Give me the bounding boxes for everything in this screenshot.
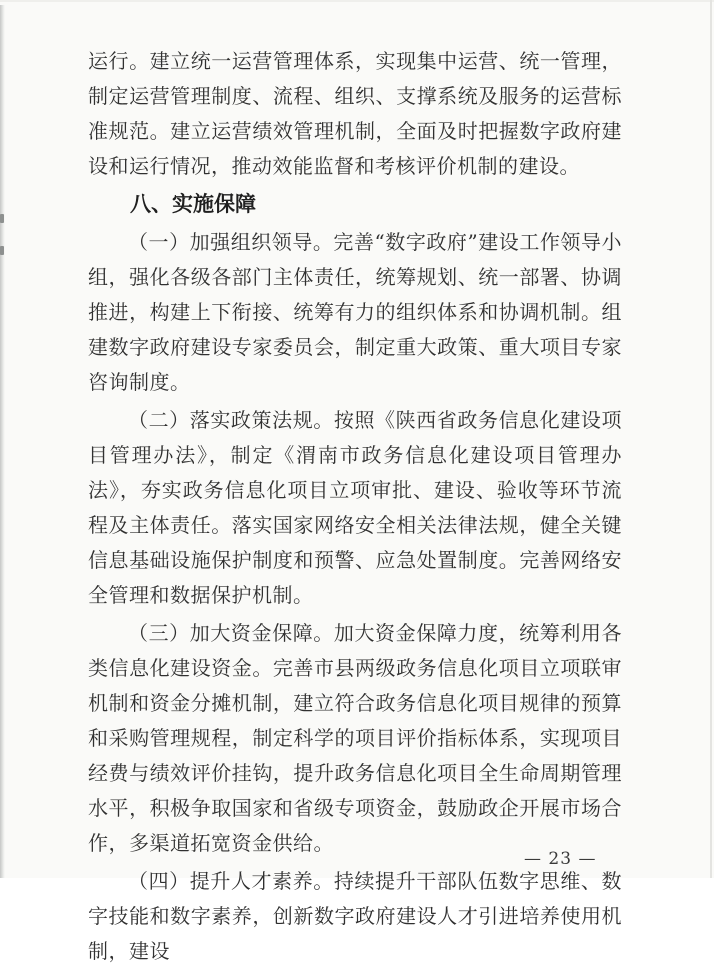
- scan-artifact-mark: [0, 214, 4, 223]
- scan-edge-top: [0, 0, 714, 2]
- paragraph-operations-continuation: 运行。建立统一运营管理体系，实现集中运营、统一管理，制定运营管理制度、流程、组织、支撑系统及服务的运营标准规范。建立运营绩效管理机制，全面及时把握数字政府建设和运行情况，推动效能监督和考核评价机制的建设。: [88, 49, 622, 178]
- paragraph-4-talent-quality: （四）提升人才素养。持续提升干部队伍数字思维、数字技能和数字素养，创新数字政府建设人才引进培养使用机制，建设: [88, 869, 622, 963]
- section-heading-implementation-safeguards: 八、实施保障: [130, 192, 256, 216]
- scan-artifact-mark: [0, 246, 4, 255]
- document-body: [88, 44, 622, 972]
- page-number: — 23 —: [524, 849, 597, 869]
- scan-edge-right: [710, 0, 712, 878]
- paragraph-2-policies-regulations: （二）落实政策法规。按照《陕西省政务信息化建设项目管理办法》，制定《渭南市政务信息化建设项目管理办法》，夯实政务信息化项目立项审批、建设、验收等环节流程及主体责任。落实国家网络安全相关法律法规，健全关键信息基础设施保护制度和预警、应急处置制度。完善网络安全管理和数据保护机制。: [88, 408, 622, 607]
- paragraph-3-funding-guarantee: （三）加大资金保障。加大资金保障力度，统筹利用各类信息化建设资金。完善市县两级政务信息化项目立项联审机制和资金分摊机制，建立符合政务信息化项目规律的预算和采购管理规程，制定科学的项目评价指标体系，实现项目经费与绩效评价挂钩，提升政务信息化项目全生命周期管理水平，积极争取国家和省级专项资金，鼓励政企开展市场合作，多渠道拓宽资金供给。: [88, 621, 622, 855]
- paragraph-1-organizational-leadership: （一）加强组织领导。完善“数字政府”建设工作领导小组，强化各级各部门主体责任，统筹规划、统一部署、协调推进，构建上下衔接、统筹有力的组织体系和协调机制。组建数字政府建设专家委员会，制定重大政策、重大项目专家咨询制度。: [88, 230, 622, 394]
- scan-edge-left: [0, 5, 5, 878]
